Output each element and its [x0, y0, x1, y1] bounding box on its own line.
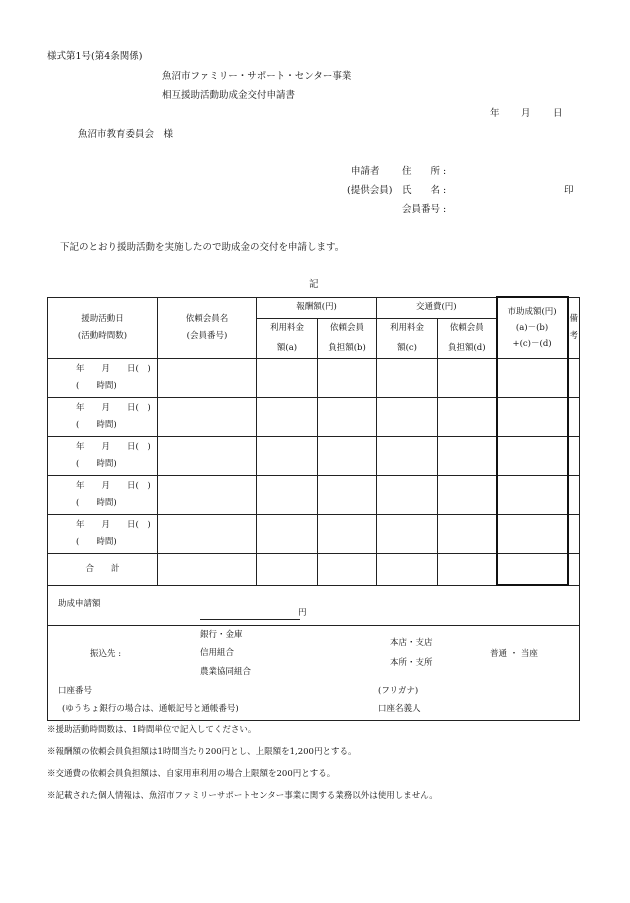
account-type[interactable]: 普通 ・ 当座 [490, 649, 538, 659]
header-subsidy: 市助成額(円) (a)－(b) +(c)－(d) [497, 297, 568, 358]
branch-type-office[interactable]: 本所・支所 [390, 658, 433, 668]
transport-d-total[interactable] [438, 553, 497, 585]
header-fee-a-unit: 額(a) [257, 338, 318, 358]
client-total-cell [158, 553, 257, 585]
table-row [48, 514, 580, 553]
name-field[interactable] [460, 183, 560, 197]
client-cell[interactable] [158, 436, 257, 475]
transport-c-cell[interactable] [377, 436, 438, 475]
subsidy-cell[interactable] [497, 475, 568, 514]
fee-b-cell[interactable] [318, 358, 377, 397]
subsidy-request-field[interactable] [200, 607, 300, 620]
remarks-cell[interactable] [568, 397, 580, 436]
yucho-note: (ゆうちょ銀行の場合は、通帳記号と通帳番号) [62, 704, 239, 714]
total-label: 合 計 [48, 553, 158, 585]
address-label: 住 所 : [402, 166, 447, 177]
note-2: ※報酬額の依頼会員負担額は1時間当たり200円とし、上限額を1,200円とする。 [47, 747, 357, 757]
remarks-total[interactable] [568, 553, 580, 585]
furigana-label: (フリガナ) [378, 686, 419, 696]
subsidy-request-yen: 円 [298, 608, 307, 618]
form-number: 様式第1号(第4条関係) [47, 51, 143, 62]
header-remarks: 備 考 [568, 297, 580, 358]
branch-type-main[interactable]: 本店・支店 [390, 638, 433, 648]
provider-label: (提供会員) [347, 185, 393, 196]
header-fee-a: 利用料金 [257, 318, 318, 338]
header-transport-c: 利用料金 [377, 318, 438, 338]
subsidy-total[interactable] [497, 553, 568, 585]
addressee: 魚沼市教育委員会 様 [78, 129, 174, 140]
name-label: 氏 名 : [402, 185, 447, 196]
fee-b-total[interactable] [318, 553, 377, 585]
account-holder-label: 口座名義人 [378, 704, 421, 714]
fee-b-cell[interactable] [318, 397, 377, 436]
fee-a-cell[interactable] [257, 358, 318, 397]
transfer-label: 振込先 : [90, 649, 122, 659]
client-cell[interactable] [158, 514, 257, 553]
fee-a-cell[interactable] [257, 475, 318, 514]
date-year: 年 [490, 108, 500, 119]
transport-c-total[interactable] [377, 553, 438, 585]
bank-type-credit-union[interactable]: 信用組合 [200, 648, 235, 658]
client-cell[interactable] [158, 358, 257, 397]
transfer-box [47, 626, 580, 721]
activity-date-cell[interactable]: 年 月 日( ) ( 時間) [48, 397, 158, 436]
bank-type-bank[interactable]: 銀行・金庫 [200, 630, 243, 640]
ki-heading: 記 [309, 279, 319, 290]
activity-date-cell[interactable]: 年 月 日( ) ( 時間) [48, 358, 158, 397]
date-month: 月 [521, 108, 531, 119]
fee-b-cell[interactable] [318, 514, 377, 553]
fee-b-cell[interactable] [318, 475, 377, 514]
client-cell[interactable] [158, 397, 257, 436]
fee-a-cell[interactable] [257, 514, 318, 553]
subsidy-cell[interactable] [497, 514, 568, 553]
transport-d-cell[interactable] [438, 397, 497, 436]
remarks-cell[interactable] [568, 514, 580, 553]
table-row [48, 436, 580, 475]
header-fee: 報酬額(円) [257, 297, 377, 318]
fee-a-total[interactable] [257, 553, 318, 585]
transport-c-cell[interactable] [377, 514, 438, 553]
application-statement: 下記のとおり援助活動を実施したので助成金の交付を申請します。 [60, 242, 345, 253]
transport-c-cell[interactable] [377, 397, 438, 436]
subsidy-cell[interactable] [497, 358, 568, 397]
transport-d-cell[interactable] [438, 358, 497, 397]
client-cell[interactable] [158, 475, 257, 514]
header-transport-d-unit: 負担額(d) [438, 338, 497, 358]
transport-c-cell[interactable] [377, 358, 438, 397]
date-day: 日 [553, 108, 563, 119]
header-transport-c-unit: 額(c) [377, 338, 438, 358]
table-row [48, 475, 580, 514]
transport-d-cell[interactable] [438, 514, 497, 553]
header-transport-d: 依頼会員 [438, 318, 497, 338]
title-line-2: 相互援助活動助成金交付申請書 [162, 90, 296, 101]
note-3: ※交通費の依頼会員負担額は、自家用車利用の場合上限額を200円とする。 [47, 769, 336, 779]
remarks-cell[interactable] [568, 358, 580, 397]
subsidy-cell[interactable] [497, 436, 568, 475]
member-number-label: 会員番号 : [402, 204, 447, 215]
total-row [48, 553, 580, 585]
header-fee-b: 依頼会員 [318, 318, 377, 338]
bank-type-agri-coop[interactable]: 農業協同組合 [200, 667, 252, 677]
activity-table [47, 296, 587, 586]
activity-date-cell[interactable]: 年 月 日( ) ( 時間) [48, 436, 158, 475]
activity-date-cell[interactable]: 年 月 日( ) ( 時間) [48, 514, 158, 553]
applicant-label: 申請者 [351, 166, 380, 177]
note-4: ※記載された個人情報は、魚沼市ファミリーサポートセンター事業に関する業務以外は使用しません。 [47, 791, 438, 801]
activity-date-cell[interactable]: 年 月 日( ) ( 時間) [48, 475, 158, 514]
subsidy-cell[interactable] [497, 397, 568, 436]
member-number-field[interactable] [460, 202, 580, 216]
table-row [48, 397, 580, 436]
table-row [48, 358, 580, 397]
fee-b-cell[interactable] [318, 436, 377, 475]
subsidy-request-box [47, 585, 580, 626]
header-activity-date: 援助活動日 (活動時間数) [48, 297, 158, 358]
header-fee-b-unit: 負担額(b) [318, 338, 377, 358]
address-field[interactable] [460, 164, 580, 178]
account-number-label: 口座番号 [58, 686, 93, 696]
fee-a-cell[interactable] [257, 397, 318, 436]
transport-c-cell[interactable] [377, 475, 438, 514]
transport-d-cell[interactable] [438, 475, 497, 514]
seal-mark: 印 [564, 185, 574, 196]
title-line-1: 魚沼市ファミリー・サポート・センター事業 [162, 71, 352, 82]
transport-d-cell[interactable] [438, 436, 497, 475]
header-transport: 交通費(円) [377, 297, 497, 318]
note-1: ※援助活動時間数は、1時間単位で記入してください。 [47, 725, 257, 735]
header-client-name: 依頼会員名 (会員番号) [158, 297, 257, 358]
remarks-cell[interactable] [568, 436, 580, 475]
fee-a-cell[interactable] [257, 436, 318, 475]
subsidy-request-label: 助成申請額 [58, 599, 101, 609]
remarks-cell[interactable] [568, 475, 580, 514]
